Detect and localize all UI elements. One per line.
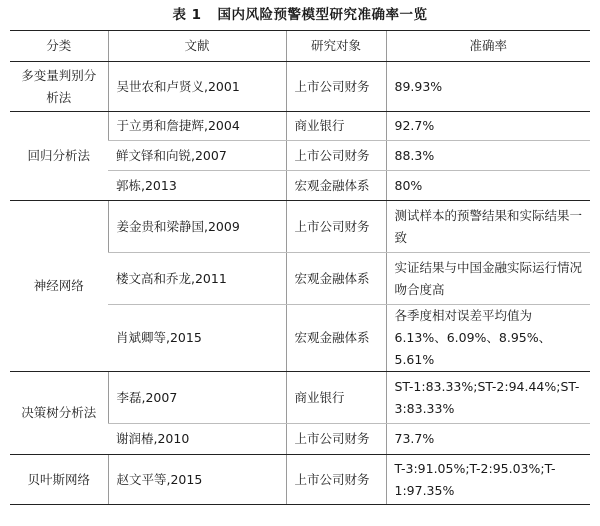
subject-cell: 宏观金融体系 <box>286 253 386 305</box>
table-row <box>10 455 590 505</box>
accuracy-cell: 测试样本的预警结果和实际结果一致 <box>386 201 590 253</box>
accuracy-cell: 89.93% <box>386 62 590 112</box>
accuracy-table <box>10 30 590 505</box>
accuracy-cell: 73.7% <box>386 424 590 455</box>
header-accuracy: 准确率 <box>386 31 590 62</box>
subject-cell: 上市公司财务 <box>286 141 386 171</box>
header-category: 分类 <box>10 31 108 62</box>
subject-cell: 商业银行 <box>286 112 386 141</box>
accuracy-cell: 88.3% <box>386 141 590 171</box>
literature-cell: 吴世农和卢贤义,2001 <box>108 62 286 112</box>
category-cell: 神经网络 <box>10 201 108 372</box>
literature-cell: 肖斌卿等,2015 <box>108 305 286 372</box>
subject-cell: 商业银行 <box>286 372 386 424</box>
category-cell: 回归分析法 <box>10 112 108 201</box>
header-literature: 文献 <box>108 31 286 62</box>
table-row <box>10 201 590 253</box>
subject-cell: 宏观金融体系 <box>286 305 386 372</box>
table-row <box>10 112 590 141</box>
literature-cell: 于立勇和詹捷辉,2004 <box>108 112 286 141</box>
header-subject: 研究对象 <box>286 31 386 62</box>
accuracy-cell: ST-1:83.33%;ST-2:94.44%;ST-3:83.33% <box>386 372 590 424</box>
accuracy-cell: T-3:91.05%;T-2:95.03%;T-1:97.35% <box>386 455 590 505</box>
subject-cell: 上市公司财务 <box>286 455 386 505</box>
category-cell: 多变量判别分析法 <box>10 62 108 112</box>
subject-cell: 上市公司财务 <box>286 62 386 112</box>
accuracy-cell: 实证结果与中国金融实际运行情况吻合度高 <box>386 253 590 305</box>
table-title: 国内风险预警模型研究准确率一览 <box>217 7 428 23</box>
accuracy-cell: 80% <box>386 171 590 201</box>
literature-cell: 郭栋,2013 <box>108 171 286 201</box>
literature-cell: 李磊,2007 <box>108 372 286 424</box>
subject-cell: 宏观金融体系 <box>286 171 386 201</box>
accuracy-cell: 各季度相对误差平均值为 6.13%、6.09%、8.95%、5.61% <box>386 305 590 372</box>
literature-cell: 赵文平等,2015 <box>108 455 286 505</box>
literature-cell: 谢润椿,2010 <box>108 424 286 455</box>
literature-cell: 姜金贵和梁静国,2009 <box>108 201 286 253</box>
table-caption <box>0 3 600 23</box>
category-cell: 决策树分析法 <box>10 372 108 455</box>
literature-cell: 鲜文铎和向锐,2007 <box>108 141 286 171</box>
subject-cell: 上市公司财务 <box>286 424 386 455</box>
table-row <box>10 372 590 424</box>
literature-cell: 楼文高和乔龙,2011 <box>108 253 286 305</box>
subject-cell: 上市公司财务 <box>286 201 386 253</box>
header-row <box>10 31 590 62</box>
accuracy-cell: 92.7% <box>386 112 590 141</box>
category-cell: 贝叶斯网络 <box>10 455 108 505</box>
table-number: 表 1 <box>172 7 202 23</box>
table-row <box>10 62 590 112</box>
